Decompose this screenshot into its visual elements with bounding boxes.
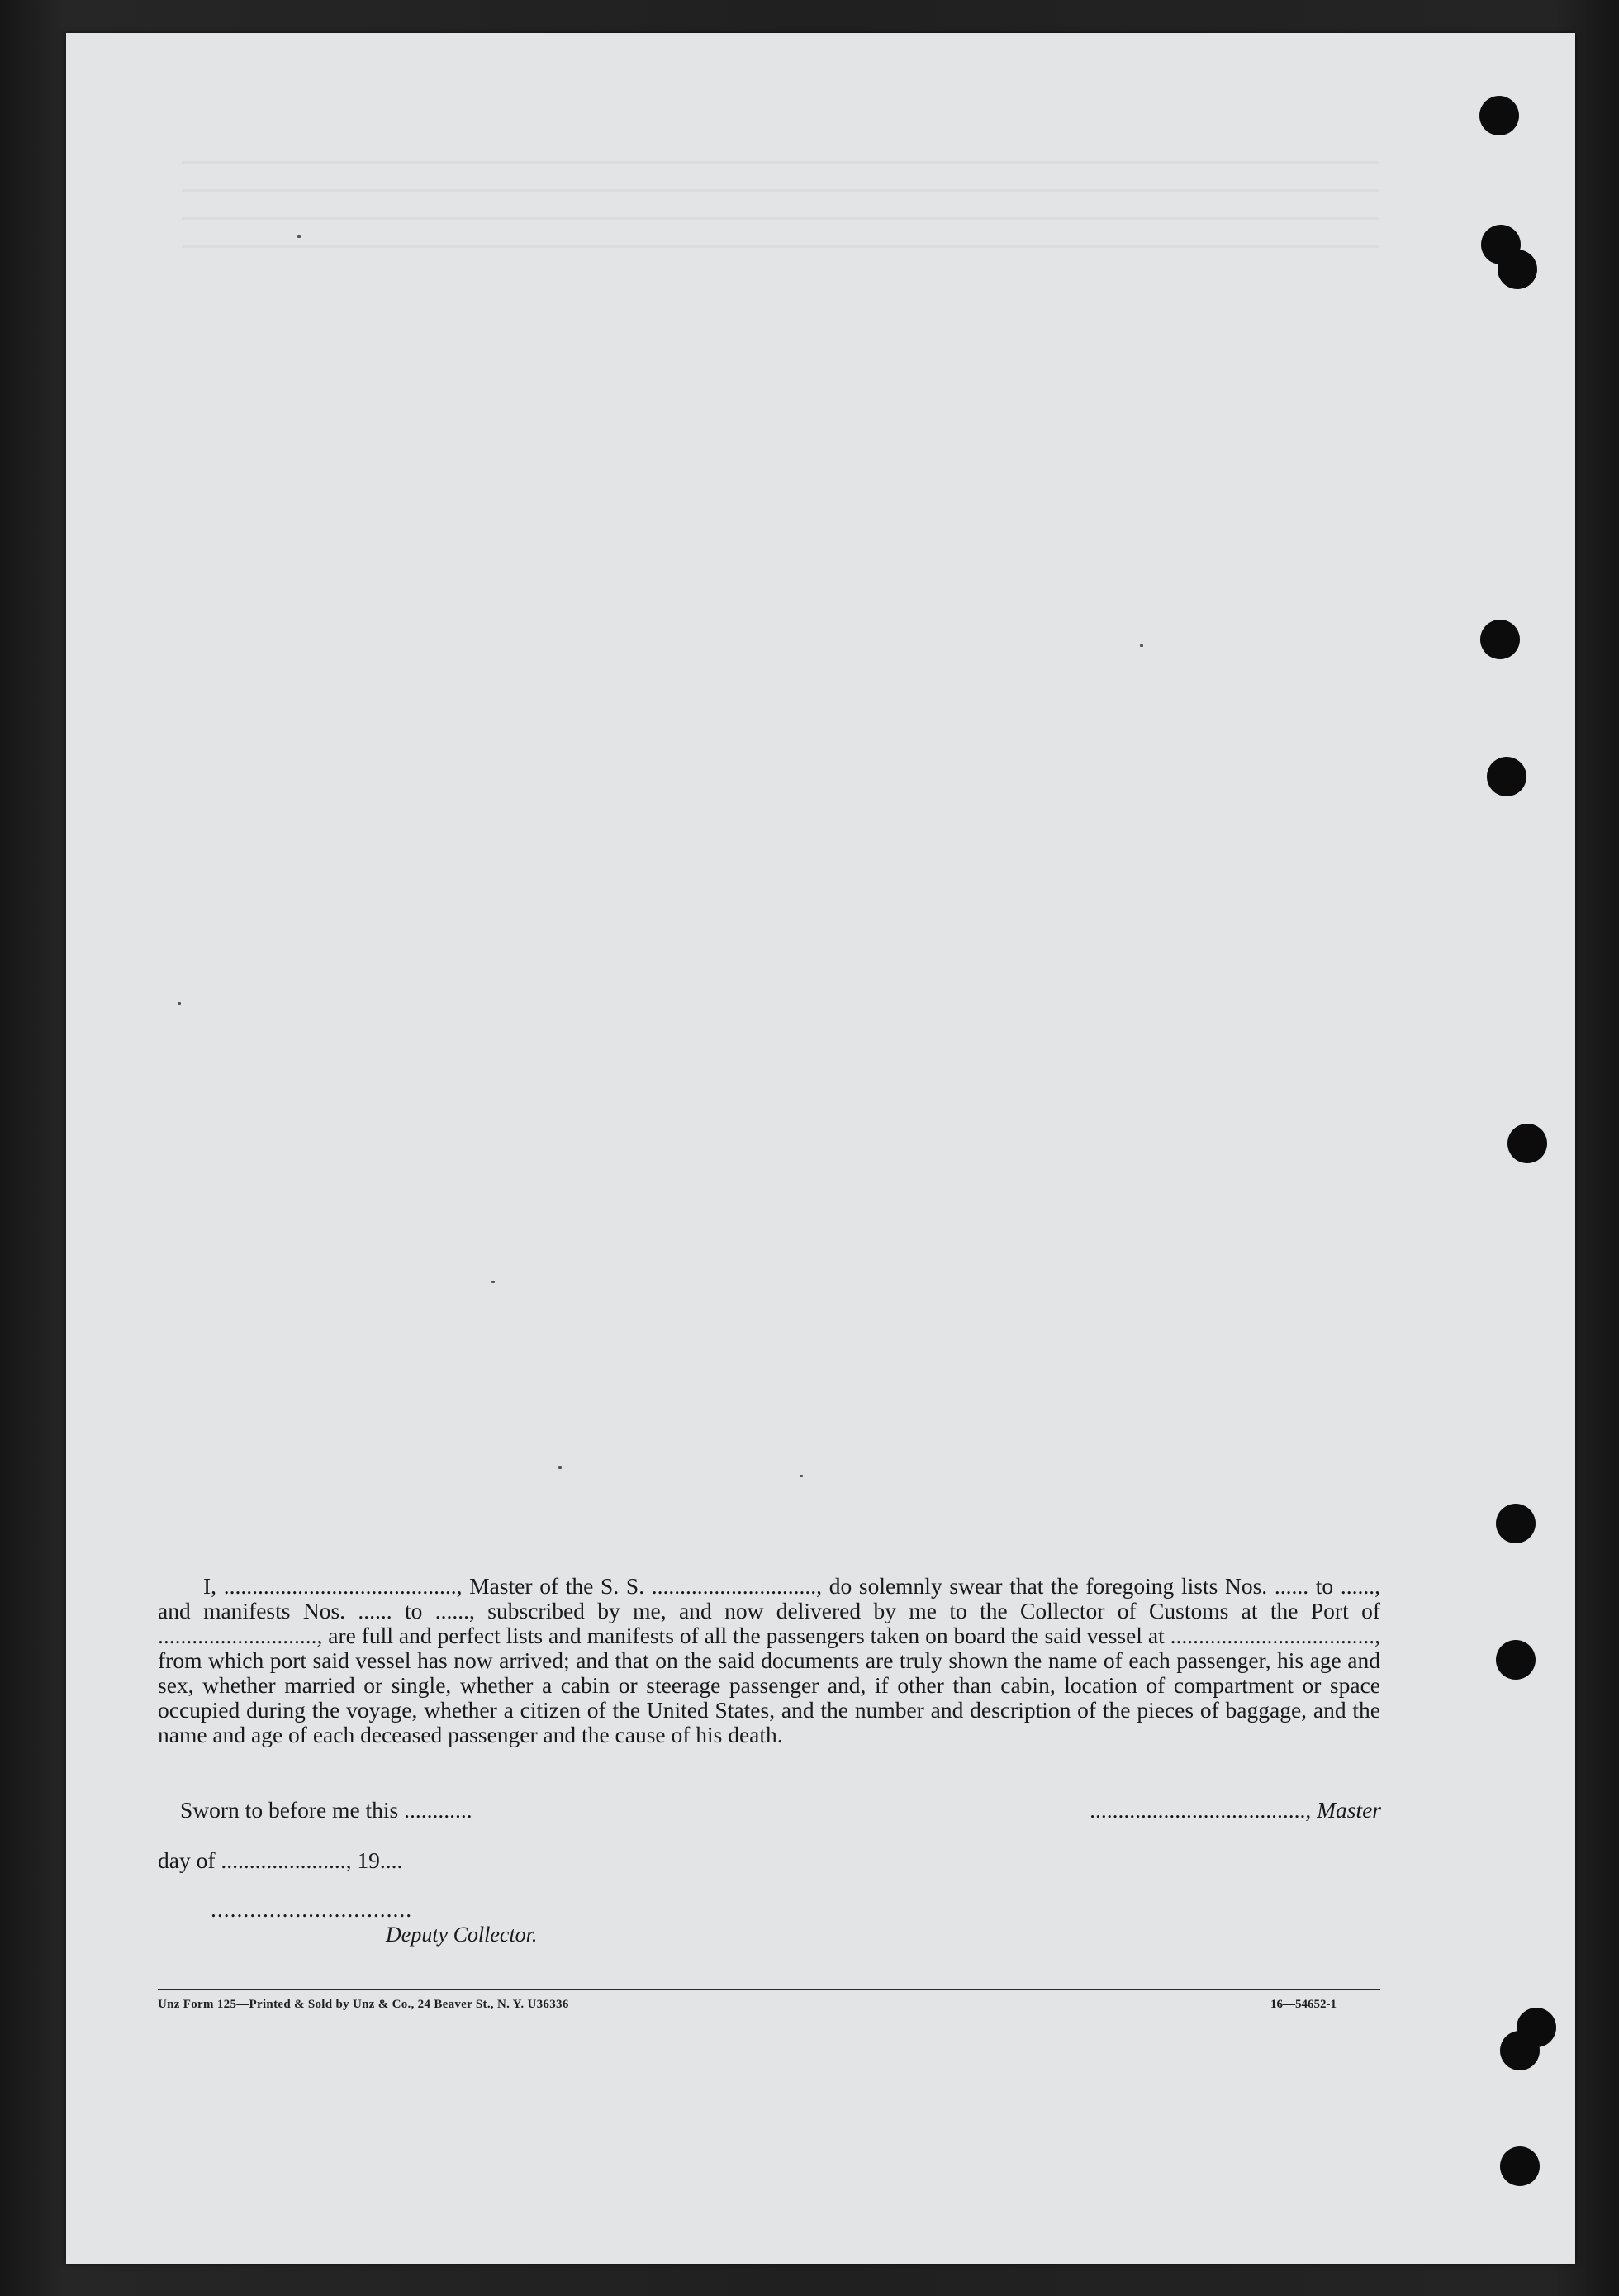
punch-hole — [1487, 757, 1526, 796]
document-page — [66, 33, 1575, 2264]
form-number: 16—54652-1 — [1270, 1998, 1337, 2011]
show-through-lines — [182, 161, 1379, 260]
speck — [491, 1281, 495, 1283]
punch-hole — [1479, 96, 1519, 135]
punch-hole — [1496, 1504, 1536, 1543]
form-imprint: Unz Form 125—Printed & Sold by Unz & Co., 24 Beaver St., N. Y. U36336 — [158, 1998, 569, 2011]
punch-hole — [1500, 2031, 1540, 2070]
punch-hole — [1507, 1124, 1547, 1163]
oath-paragraph — [158, 1574, 1380, 1747]
speck — [558, 1466, 562, 1469]
master-label: Master — [1317, 1797, 1381, 1823]
speck — [1140, 644, 1143, 647]
master-dots: ......................................, — [1090, 1797, 1312, 1823]
punch-hole — [1498, 250, 1537, 289]
speck — [297, 235, 301, 238]
master-signature-line — [848, 1797, 1381, 1823]
footer-divider — [158, 1989, 1380, 1990]
day-line: day of ......................, 19.... — [158, 1847, 403, 1873]
deputy-signature-dots: ............................... — [211, 1896, 413, 1922]
deputy-collector-label: Deputy Collector. — [386, 1923, 538, 1947]
speck — [178, 1002, 181, 1005]
punch-hole — [1500, 2146, 1540, 2186]
punch-hole — [1480, 620, 1520, 659]
speck — [800, 1475, 803, 1477]
sworn-line: Sworn to before me this ............ — [180, 1797, 472, 1823]
oath-text: I, ........................................., Master of the S. S. ............................., do solemnly swear that the foregoing lists Nos. ...... to ......, and manifests Nos. ...... to ......, subscribed by me, and now delivered by me to the Collector of Customs at the Port of ............................, are full and perfect lists and manifests of all the passengers taken on board the said vessel at ...................................., from which port said vessel has now arrived; and that on the said documents are truly shown the name of each passenger, his age and sex, whether married or single, whether a cabin or steerage passenger and, if other than cabin, location of compartment or space occupied during the voyage, whether a citizen of the United States, and the number and description of the pieces of baggage, and the name and age of each deceased passenger and the cause of his death. — [158, 1573, 1380, 1747]
punch-hole — [1496, 1640, 1536, 1680]
